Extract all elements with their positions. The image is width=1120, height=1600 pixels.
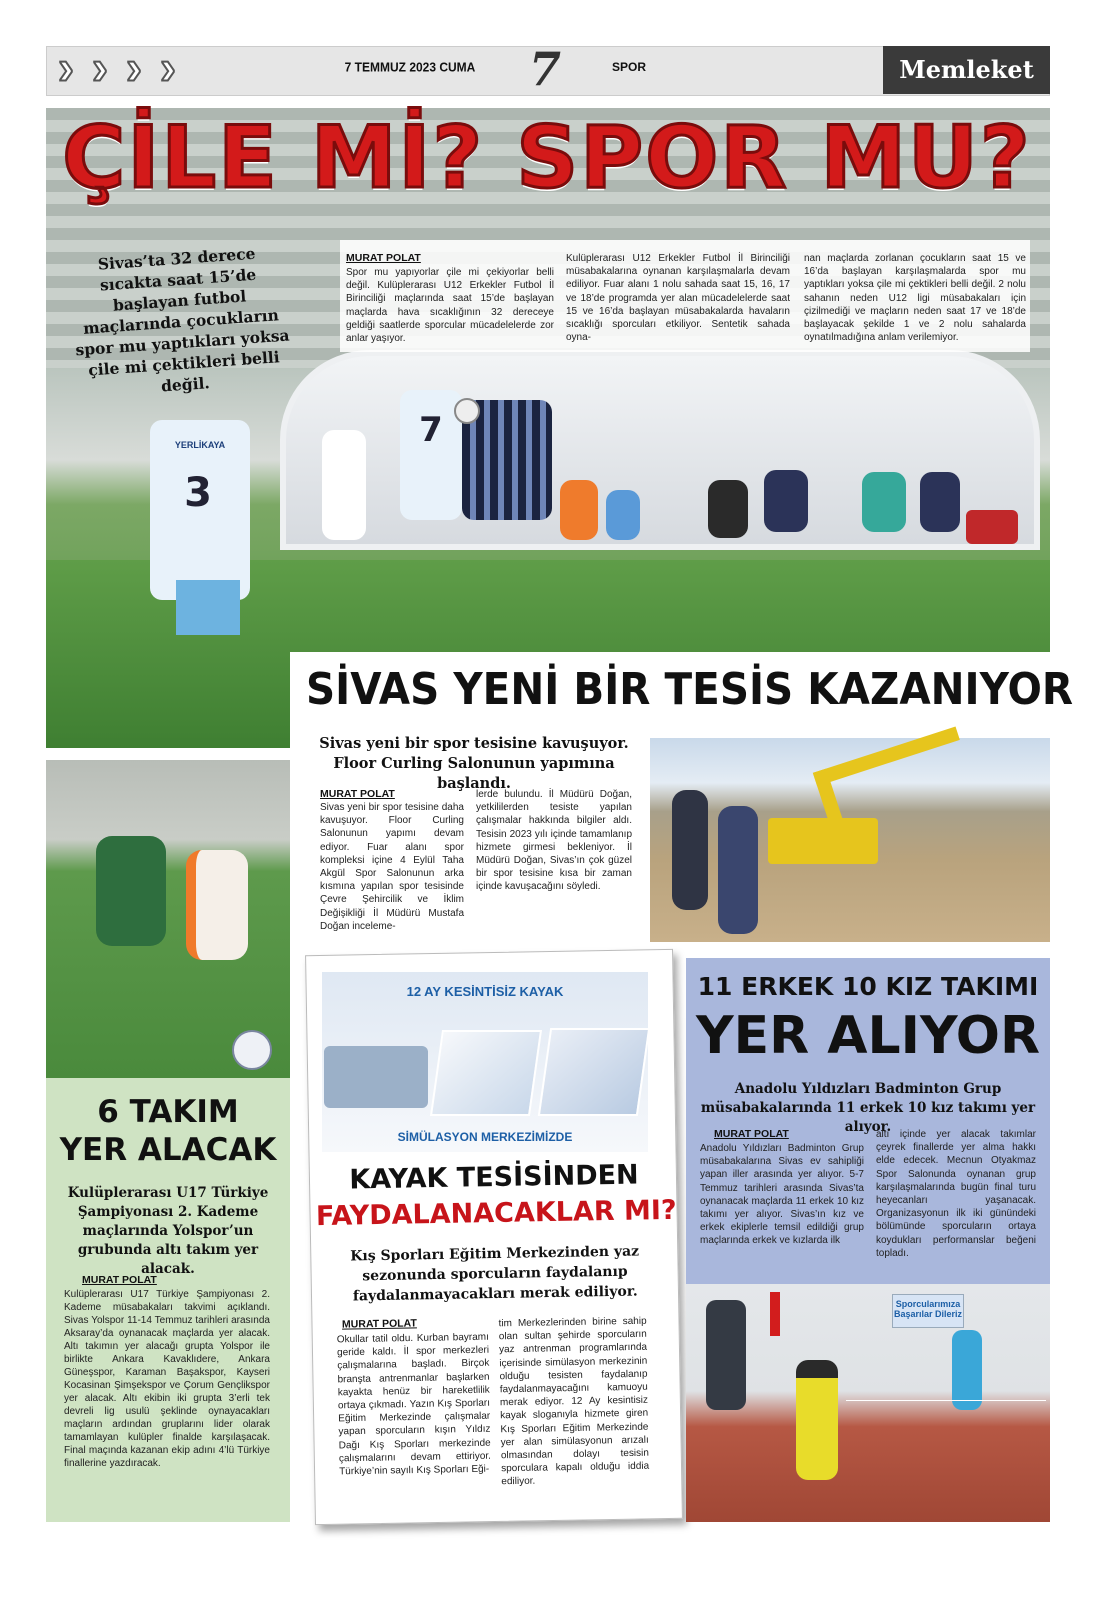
excavator-body [768, 818, 878, 864]
badminton-headline-line2: YER ALIYOR [695, 1006, 1041, 1066]
kayak-headline-line1: KAYAK TESİSİNDEN [349, 1159, 639, 1196]
kayak-headline-line2: FAYDALANACAKLAR MI? [315, 1194, 677, 1233]
umpire-figure [706, 1300, 746, 1410]
lead-deck: Sivas’ta 32 derece sıcakta saat 15’de başlayan futbol maçlarında çocukların spor mu yaptıkları yoksa çile mi çektikleri belli değil. [74, 243, 291, 396]
player-shorts [176, 580, 240, 635]
court-line [846, 1400, 1046, 1401]
hall-banner: Sporcularımıza Başarılar Dileriz [892, 1294, 964, 1328]
kayak-deck: Kış Sporları Eğitim Merkezinden yaz sezonunda sporcuların faydalanıp faydalanmayacakları merak ediliyor. [350, 1243, 640, 1305]
kayak-byline: MURAT POLAT [341, 1317, 417, 1331]
u17-byline: MURAT POLAT [82, 1274, 157, 1286]
u17-body: Kulüplerarası U17 Türkiye Şampiyonası 2. Kademe müsabakaları takvimi açıklandı. Sivas Yolspor 11-14 Temmuz tarihleri arasında Aksaray’da oynanacak maçlarda yer alacak. Altı takımın yer alacağı grupta Yolspor ile birlikte Ankara Kavaklıdere, Ankara Güneşspor, Karaman Başakspor, Kayseri Kocasinan Şimşekspor ve Çorum Gençlikspor yer alacak. Altı ekibin iki grupta 3’erli tek devreli lig usulü şeklinde oynayacakları maçların ardından gruplarını lider olarak tamamlayan kulüpler finalde karşılaşacak. Final maçında kazanan ekip adını 4’lü Türkiye finallerine yazdıracak. [64, 1289, 270, 1469]
sivas-column-2: lerde bulundu. İl Müdürü Doğan, yetkililerden tesiste yapılan çalışmalar hakkında bilgiler aldı. Tesisin 2023 yılı içinde tamamlanıp hizmete girmesi bekleniyor. İl Müdürü Doğan, Sivas’ın çok güzel bir spor tesisine kısa bir zaman içinde kavuşacağını söyledi. [476, 789, 632, 893]
badminton-byline: MURAT POLAT [714, 1128, 789, 1140]
chevron-right-icon: › [126, 42, 142, 95]
sivas-deck: Sivas yeni bir spor tesisine kavuşuyor. Floor Curling Salonunun yapımına başlandı. [319, 735, 629, 792]
badminton-deck: Anadolu Yıldızları Badminton Grup müsabakalarında 11 erkek 10 kız takımı yer alıyor. [700, 1081, 1036, 1135]
chevron-right-icon: › [160, 42, 176, 95]
bench-kid [920, 472, 960, 532]
issue-date: 7 TEMMUZ 2023 CUMA [344, 59, 476, 75]
lead-column-3: nan maçlarda zorlanan çocukların saat 15 ve 16’da başlayan karşılaşmalarda spor mu yaptıkları yoksa çile mi çektikleri belli değil. 2 nolu sahanın neden U12 ligi müsabakaları için çizilmediği ve maçların neden saat 17 ve 18’de başlayacak şekilde 1 ve 2 nolu sahalarda oynatılmadığına anlam verilemiyor. [804, 253, 1026, 344]
official-figure [672, 790, 708, 910]
football-icon [454, 398, 480, 424]
lead-column-2: Kulüplerarası U12 Erkekler Futbol İl Birinciliği müsabakalarına oynanan karşılaşmalarla devam ediliyor. Fuar alanı 1 nolu sahada saat 15, 16, 17 ve 18’de programda yer alan mücadelelerde saat 15 ve 16’da başlayan müsabakalarda havaların sıcaklığı sporcuları etkiliyor. Sentetik sahada oyna- [566, 253, 790, 344]
jersey-sponsor: YERLİKAYA [174, 440, 226, 450]
kayak-column-1: Okullar tatil oldu. Kurban bayramı geride kaldı. İl spor merkezleri çalışmalarına başladı. Birçok branşta antrenmanlar başlarken kayakta henüz bir hareketlilik ortaya çıkmadı. Yazın Kış Sporları Eğitim Merkezinde çalışmalar yapan sporcuların kışın Yıldız Dağı Kış Sporları merkezinde çalışmalarını devam ettiriyor. Türkiye’nin sayılı Kış Sporları Eği- [336, 1331, 492, 1478]
football-icon [232, 1030, 272, 1070]
brand-logo: Memleket [883, 46, 1050, 94]
sivas-headline: SİVAS YENİ BİR TESİS KAZANIYOR [306, 664, 1074, 715]
u17-deck: Kulüplerarası U17 Türkiye Şampiyonası 2. Kademe maçlarında Yolspor’un grubunda altı takım yer alacak. [67, 1185, 269, 1277]
bench-kid [560, 480, 598, 540]
chevron-right-icon: › [92, 42, 108, 95]
chevron-right-icon: › [58, 42, 74, 95]
turkish-flag [770, 1292, 780, 1336]
jersey-number: 3 [184, 470, 212, 516]
ad-top-text: 12 AY KESİNTİSİZ KAYAK [406, 984, 564, 999]
bench-kid [862, 472, 906, 532]
sivas-byline: MURAT POLAT [320, 788, 395, 800]
bench-kid [708, 480, 748, 538]
ski-center-building [324, 1046, 428, 1108]
lead-headline: ÇİLE Mİ? SPOR MU? [62, 108, 1032, 208]
bench-kid [764, 470, 808, 532]
u17-headline-line2: YER ALACAK [59, 1132, 277, 1168]
referee-figure [322, 430, 366, 540]
skier-panel [430, 1030, 542, 1116]
badminton-column-1: Anadolu Yıldızları Badminton Grup müsabakalarına Sivas ev sahipliği yapan iller arasında yer alıyor. 5-7 Temmuz tarihleri arasında Sivas’ta oynanacak maçlarda 11 erkek 10 kız takımı yer alıyor. Sivas’ın kız ve erkek ekiplerle temsil edildiği grup maçlarında erkek ve kızlarda ilk [700, 1143, 864, 1247]
sports-bag [966, 510, 1018, 544]
bench-kid [606, 490, 640, 540]
lead-column-1: Spor mu yapıyorlar çile mi çekiyorlar belli değil. Kulüplerarası U12 Erkekler Futbol İl Birinciliği maçlarında saat 15’de başlayan maçlarda hava sıcaklığının 32 dereceye geldiği saatlerde sporcular mücadelelerde zor anlar yaşıyor. [346, 267, 554, 345]
badminton-player [952, 1330, 982, 1410]
badminton-column-2: altı içinde yer alacak takımlar çeyrek finallerde yer alma hakkı elde edecek. Mecnun Otyakmaz Spor Salonunda oynanan grup karşılaşmalarında bugün final turu heyecanları yaşanacak. Organizasyonun ilk iki günündeki bölümünde sporcuların ortaya koydukları performanslar beğeni topladı. [876, 1129, 1036, 1259]
player-figure [186, 850, 248, 960]
player-figure [96, 836, 166, 946]
ad-bottom-text: SİMÜLASYON MERKEZİMİZDE [397, 1130, 573, 1144]
u17-headline-line1: 6 TAKIM [97, 1094, 239, 1130]
sivas-column-1: Sivas yeni bir spor tesisine daha kavuşuyor. Floor Curling Salonunun yapımı devam ediyor. Fuar alanı spor kompleksi içine 4 Eylül Taha Akgül Spor Salonunun arka kısmına yapılan spor tesisinde Çevre Şehircilik ve İklim Değişikliği İl Müdürü Mustafa Doğan inceleme- [320, 802, 464, 932]
lead-byline: MURAT POLAT [346, 252, 421, 264]
ski-simulator-panel [538, 1028, 650, 1116]
page-number: 7 [528, 42, 561, 96]
kayak-column-2: tim Merkezlerinden birine sahip olan sultan şehirde sporcuların yaz antrenman programlarında içerisinde simülasyon merkezinin olduğu tesisten faydalanıp faydalanmayacağını kamuoyu merak ediyor. 12 Ay kesintisiz kayak sloganıyla hizmete giren Kış Sporları Eğitim Merkezinde yer alan simülasyonun arızalı olmasından dolayı tesisin sporculara kapalı olduğu iddia ediliyor. [498, 1315, 650, 1488]
section-label: SPOR [612, 60, 647, 74]
official-figure [718, 806, 758, 934]
badminton-player [796, 1360, 838, 1480]
badminton-headline-line1: 11 ERKEK 10 KIZ TAKIMI [697, 972, 1039, 1001]
jersey-number: 7 [419, 410, 443, 450]
